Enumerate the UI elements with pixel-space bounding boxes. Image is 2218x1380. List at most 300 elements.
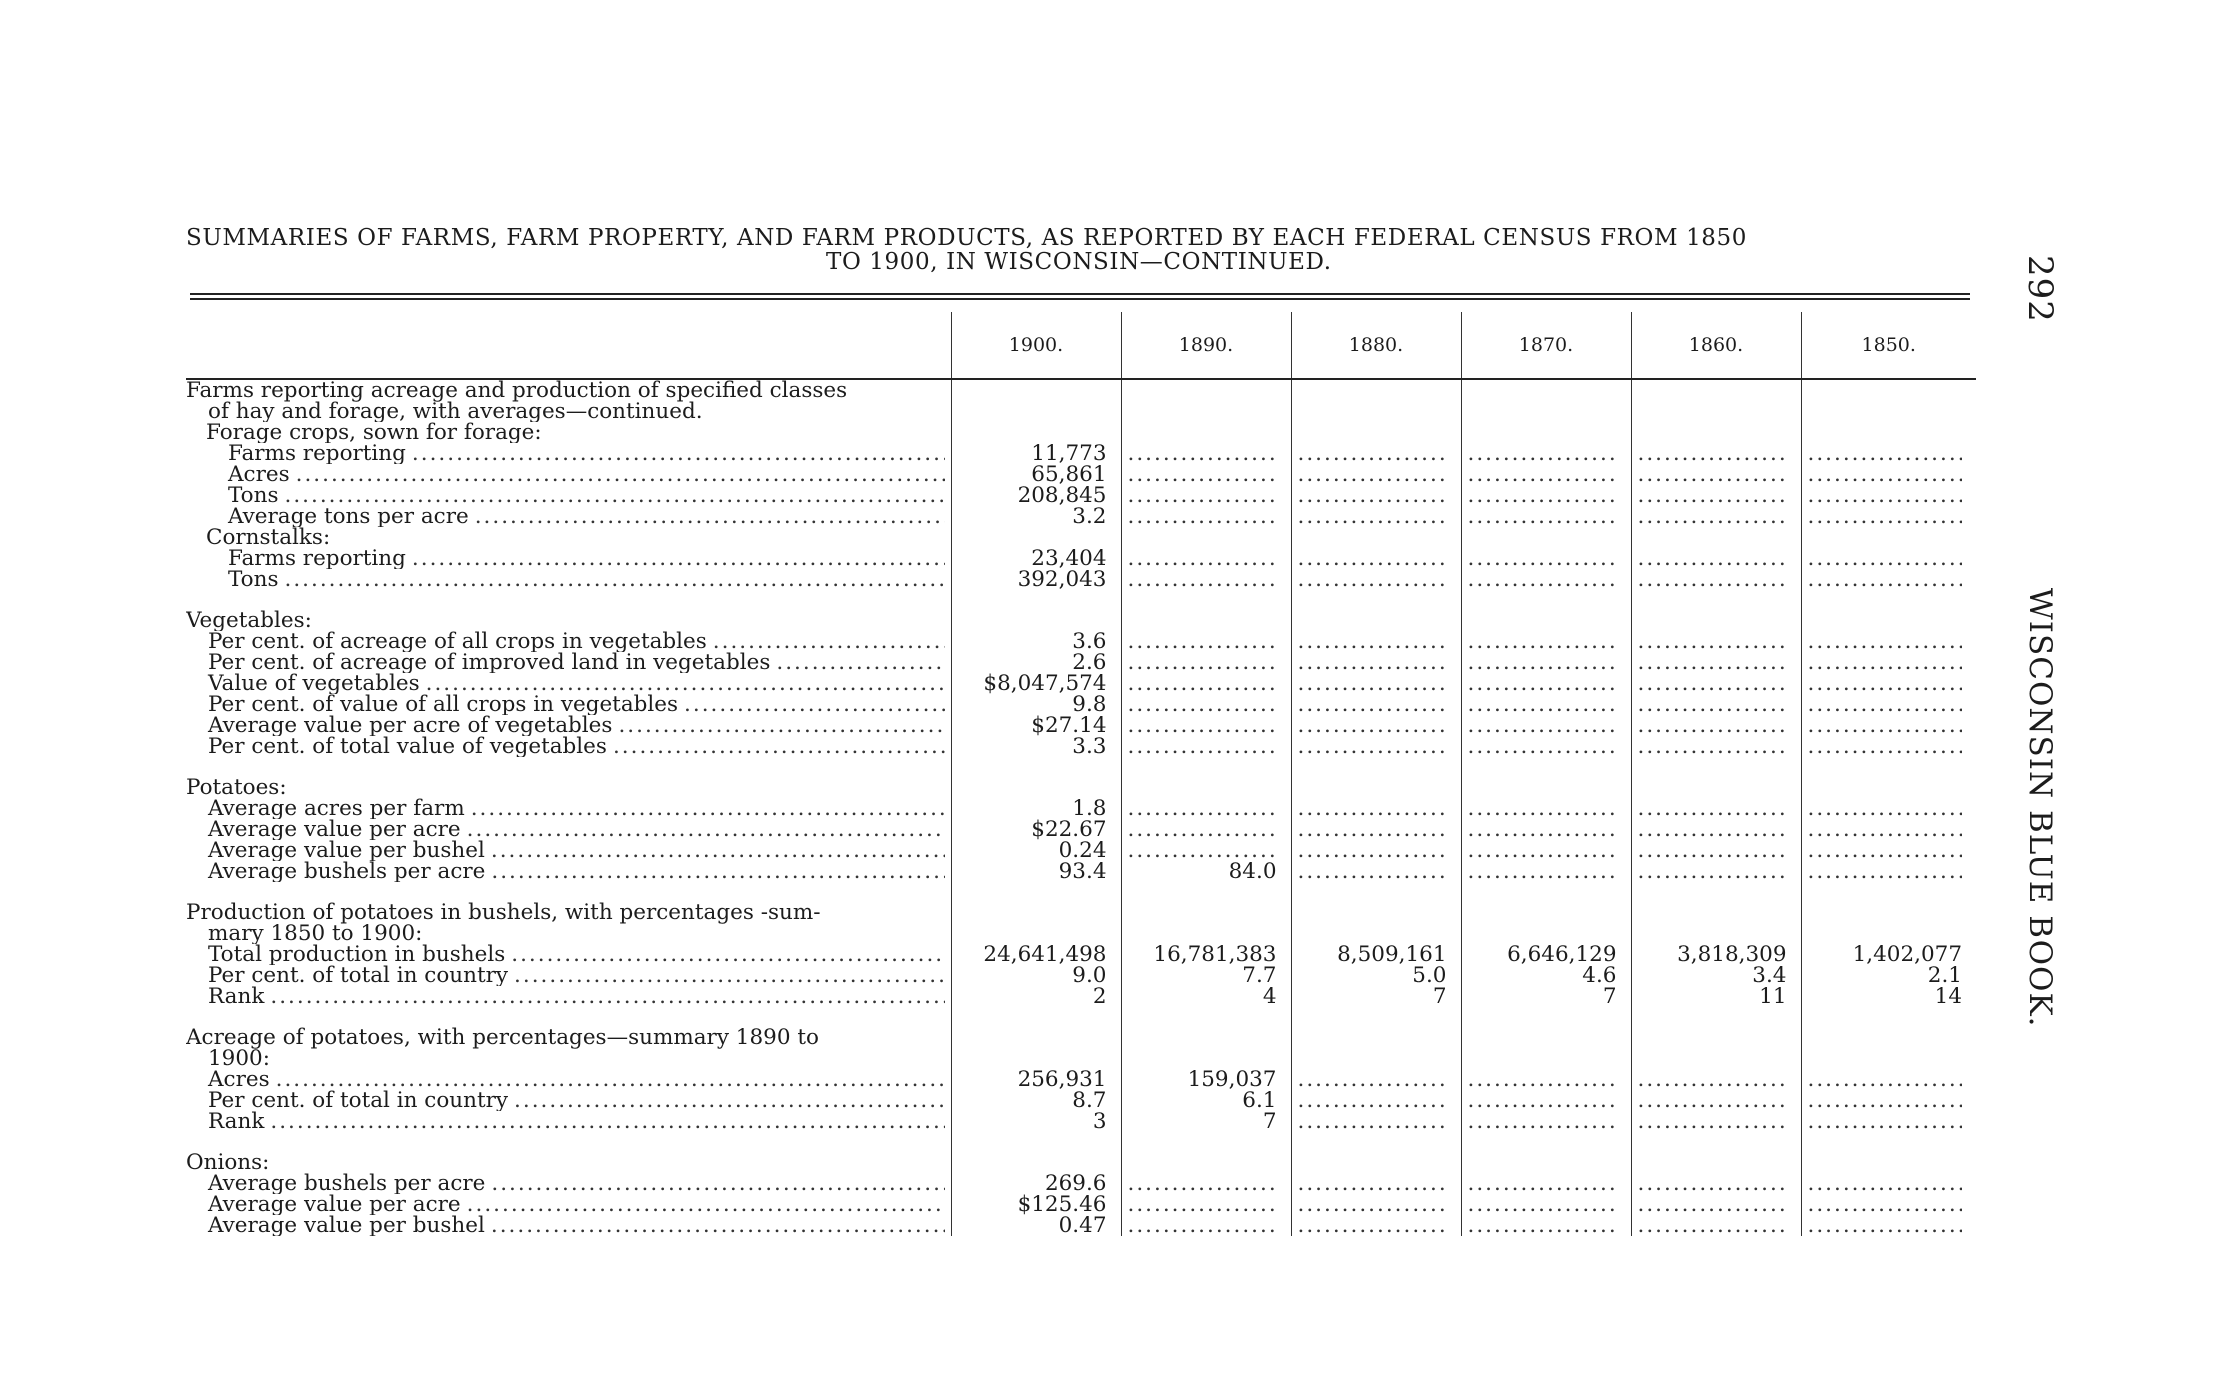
value-cell xyxy=(1631,798,1801,819)
dot-leader xyxy=(1802,819,1963,840)
dot-leader xyxy=(1802,443,1963,464)
cell-value: 9.0 xyxy=(1072,965,1107,986)
empty-cell xyxy=(1291,902,1461,944)
dot-leader xyxy=(1122,569,1277,590)
value-cell xyxy=(1291,631,1461,652)
value-cell xyxy=(951,736,1121,757)
dot-leader xyxy=(1462,464,1617,485)
value-cell xyxy=(1291,485,1461,506)
empty-cell xyxy=(1801,1152,1976,1173)
value-cell xyxy=(1631,986,1801,1007)
empty-cell xyxy=(1801,902,1976,944)
dot-leader xyxy=(1292,631,1447,652)
year-header: 1900. xyxy=(951,312,1121,379)
cell-value: 5.0 xyxy=(1412,965,1447,986)
value-cell xyxy=(1631,464,1801,485)
value-cell xyxy=(951,1069,1121,1090)
value-cell xyxy=(1291,1215,1461,1236)
section-heading-text: Production of potatoes in bushels, with percentages -sum- xyxy=(186,902,821,925)
table-row xyxy=(186,506,1976,527)
value-cell xyxy=(1801,840,1976,861)
value-cell xyxy=(1121,1173,1291,1194)
dot-leader xyxy=(1122,506,1277,527)
row-label-text: Tons xyxy=(228,485,279,506)
row-label-text: Average value per acre of vegetables xyxy=(208,715,613,736)
dot-leader xyxy=(1632,485,1787,506)
row-label-text: Farms reporting xyxy=(228,548,406,569)
cell-value: 3.3 xyxy=(1072,736,1107,757)
cell-value: 3,818,309 xyxy=(1677,944,1787,965)
dot-leader xyxy=(285,569,945,590)
dot-leader xyxy=(1632,1090,1787,1111)
empty-cell xyxy=(951,1007,1121,1027)
table-row xyxy=(186,798,1976,819)
value-cell xyxy=(1801,443,1976,464)
subheading-row xyxy=(186,527,1976,548)
value-cell xyxy=(1631,715,1801,736)
row-label-text: Tons xyxy=(228,569,279,590)
section-heading-text: Vegetables: xyxy=(186,610,312,631)
value-cell xyxy=(951,965,1121,986)
section-heading-continued: 1900: xyxy=(208,1046,270,1069)
dot-leader xyxy=(1292,861,1447,882)
dot-leader xyxy=(1802,1111,1963,1132)
dot-leader xyxy=(270,1111,944,1132)
dot-leader xyxy=(1802,1069,1963,1090)
value-cell xyxy=(1291,1194,1461,1215)
dot-leader xyxy=(1292,464,1447,485)
value-cell xyxy=(951,506,1121,527)
dot-leader xyxy=(1802,485,1963,506)
dot-leader xyxy=(1802,631,1963,652)
cell-value: 24,641,498 xyxy=(983,944,1107,965)
dot-leader xyxy=(1292,1194,1447,1215)
value-cell xyxy=(1801,736,1976,757)
empty-cell xyxy=(1461,777,1631,798)
value-cell xyxy=(1121,673,1291,694)
section-heading xyxy=(186,1152,945,1173)
value-cell xyxy=(1631,1111,1801,1132)
dot-leader xyxy=(1802,652,1963,673)
subheading: Forage crops, sown for forage: xyxy=(206,422,542,443)
value-cell xyxy=(951,673,1121,694)
spacer-row xyxy=(186,1007,1976,1027)
dot-leader xyxy=(1632,861,1787,882)
row-label xyxy=(186,861,945,882)
empty-cell xyxy=(1461,379,1631,422)
dot-leader xyxy=(1632,464,1787,485)
empty-cell xyxy=(1121,757,1291,777)
dot-leader xyxy=(1632,715,1787,736)
dot-leader xyxy=(1802,736,1963,757)
value-cell xyxy=(1121,1111,1291,1132)
section-heading xyxy=(186,380,945,422)
dot-leader xyxy=(1632,694,1787,715)
row-label xyxy=(186,986,945,1007)
value-cell xyxy=(1801,986,1976,1007)
value-cell xyxy=(1631,1173,1801,1194)
value-cell xyxy=(1631,1069,1801,1090)
dot-leader xyxy=(1292,819,1447,840)
value-cell xyxy=(1291,715,1461,736)
dot-leader xyxy=(1122,694,1277,715)
value-cell xyxy=(1631,631,1801,652)
value-cell xyxy=(1461,631,1631,652)
dot-leader xyxy=(412,443,945,464)
empty-cell xyxy=(1121,379,1291,422)
value-cell xyxy=(951,1215,1121,1236)
dot-leader xyxy=(1462,1069,1617,1090)
dot-leader xyxy=(1462,443,1617,464)
row-label xyxy=(186,1215,945,1236)
section-heading xyxy=(186,902,945,944)
empty-cell xyxy=(1461,757,1631,777)
cell-value: 84.0 xyxy=(1228,861,1277,882)
dot-leader xyxy=(1802,840,1963,861)
value-cell xyxy=(951,464,1121,485)
cell-value: 2.6 xyxy=(1072,652,1107,673)
empty-cell xyxy=(951,882,1121,902)
spacer-cell xyxy=(186,882,951,902)
table-row xyxy=(186,861,1976,882)
dot-leader xyxy=(1462,1090,1617,1111)
empty-cell xyxy=(1121,902,1291,944)
row-label-cell xyxy=(186,443,951,464)
row-label-cell xyxy=(186,694,951,715)
dot-leader xyxy=(1292,715,1447,736)
cell-value: $27.14 xyxy=(1031,715,1107,736)
cell-value: 3 xyxy=(1092,1111,1107,1132)
dot-leader xyxy=(1292,548,1447,569)
empty-cell xyxy=(1631,1132,1801,1152)
row-label-cell xyxy=(186,569,951,590)
value-cell xyxy=(1461,965,1631,986)
dot-leader xyxy=(491,1173,944,1194)
dot-leader xyxy=(1462,1173,1617,1194)
value-cell xyxy=(1121,694,1291,715)
row-label-cell xyxy=(186,736,951,757)
year-header: 1860. xyxy=(1631,312,1801,379)
cell-value: 6.1 xyxy=(1242,1090,1277,1111)
value-cell xyxy=(1121,965,1291,986)
row-label xyxy=(186,464,945,485)
row-label-text: Average bushels per acre xyxy=(208,1173,486,1194)
value-cell xyxy=(1631,819,1801,840)
value-cell xyxy=(1631,443,1801,464)
empty-cell xyxy=(1291,1027,1461,1069)
dot-leader xyxy=(491,840,945,861)
value-cell xyxy=(1291,965,1461,986)
row-label-cell xyxy=(186,1215,951,1236)
row-label-cell xyxy=(186,652,951,673)
dot-leader xyxy=(1292,443,1447,464)
value-cell xyxy=(951,1173,1121,1194)
value-cell xyxy=(1121,736,1291,757)
cell-value: 11,773 xyxy=(1031,443,1107,464)
value-cell xyxy=(1291,443,1461,464)
empty-cell xyxy=(951,757,1121,777)
value-cell xyxy=(1291,569,1461,590)
dot-leader xyxy=(1292,840,1447,861)
dot-leader xyxy=(285,485,945,506)
empty-cell xyxy=(951,422,1121,443)
row-label-text: Average value per acre xyxy=(208,819,461,840)
value-cell xyxy=(1121,464,1291,485)
value-cell xyxy=(1801,1111,1976,1132)
census-table-body xyxy=(186,379,1976,1236)
subheading-cell xyxy=(186,422,951,443)
value-cell xyxy=(1631,1215,1801,1236)
book-title: WISCONSIN BLUE BOOK. xyxy=(2022,587,2058,1028)
cell-value: 2 xyxy=(1092,986,1107,1007)
value-cell xyxy=(1801,965,1976,986)
table-row xyxy=(186,694,1976,715)
dot-leader xyxy=(1292,569,1447,590)
cell-value: 269.6 xyxy=(1044,1173,1107,1194)
empty-cell xyxy=(1631,379,1801,422)
value-cell xyxy=(951,715,1121,736)
dot-leader xyxy=(1632,840,1787,861)
value-cell xyxy=(1801,1173,1976,1194)
year-header: 1890. xyxy=(1121,312,1291,379)
dot-leader xyxy=(1632,798,1787,819)
dot-leader xyxy=(1632,1194,1787,1215)
empty-cell xyxy=(951,379,1121,422)
table-row xyxy=(186,1069,1976,1090)
year-header: 1880. xyxy=(1291,312,1461,379)
table-row xyxy=(186,944,1976,965)
value-cell xyxy=(1291,798,1461,819)
value-cell xyxy=(951,443,1121,464)
value-cell xyxy=(1631,965,1801,986)
dot-leader xyxy=(514,965,944,986)
dot-leader xyxy=(467,819,945,840)
empty-cell xyxy=(1801,777,1976,798)
value-cell xyxy=(1801,652,1976,673)
value-cell xyxy=(1801,1215,1976,1236)
dot-leader xyxy=(1292,652,1447,673)
dot-leader xyxy=(1292,1069,1447,1090)
empty-cell xyxy=(1121,882,1291,902)
table-row xyxy=(186,548,1976,569)
dot-leader xyxy=(1292,506,1447,527)
dot-leader xyxy=(1802,798,1963,819)
dot-leader xyxy=(1292,485,1447,506)
section-heading-cell xyxy=(186,902,951,944)
empty-cell xyxy=(1801,1027,1976,1069)
row-label-cell xyxy=(186,548,951,569)
value-cell xyxy=(1291,861,1461,882)
spacer-row xyxy=(186,1132,1976,1152)
dot-leader xyxy=(1632,548,1787,569)
table-row xyxy=(186,569,1976,590)
row-label xyxy=(186,1090,945,1111)
section-heading xyxy=(186,1027,945,1069)
row-label xyxy=(186,652,945,673)
dot-leader xyxy=(1462,652,1617,673)
row-label-cell xyxy=(186,506,951,527)
dot-leader xyxy=(1802,1173,1963,1194)
empty-cell xyxy=(1461,610,1631,631)
empty-cell xyxy=(1121,1007,1291,1027)
value-cell xyxy=(1631,485,1801,506)
dot-leader xyxy=(1462,736,1617,757)
value-cell xyxy=(1291,673,1461,694)
page-title xyxy=(186,226,1976,274)
dot-leader xyxy=(1462,548,1617,569)
row-label-text: Per cent. of total in country xyxy=(208,965,509,986)
dot-leader xyxy=(491,861,944,882)
dot-leader xyxy=(1462,819,1617,840)
empty-cell xyxy=(1461,527,1631,548)
value-cell xyxy=(1631,673,1801,694)
empty-cell xyxy=(1631,902,1801,944)
dot-leader xyxy=(1802,673,1963,694)
section-heading-text: Acreage of potatoes, with percentages—summary 1890 to xyxy=(186,1027,819,1050)
row-label xyxy=(186,1111,945,1132)
dot-leader xyxy=(1292,673,1447,694)
empty-cell xyxy=(1461,1132,1631,1152)
cell-value: 159,037 xyxy=(1187,1069,1277,1090)
empty-cell xyxy=(1631,1007,1801,1027)
row-label-cell xyxy=(186,1111,951,1132)
value-cell xyxy=(1121,944,1291,965)
empty-cell xyxy=(1631,527,1801,548)
value-cell xyxy=(1291,736,1461,757)
empty-cell xyxy=(1631,777,1801,798)
value-cell xyxy=(1461,1090,1631,1111)
row-label-text: Per cent. of acreage of all crops in vegetables xyxy=(208,631,707,652)
empty-cell xyxy=(951,902,1121,944)
value-cell xyxy=(1121,1069,1291,1090)
dot-leader xyxy=(1632,443,1787,464)
empty-cell xyxy=(1291,590,1461,610)
value-cell xyxy=(951,631,1121,652)
empty-cell xyxy=(1801,882,1976,902)
value-cell xyxy=(1801,485,1976,506)
value-cell xyxy=(1121,861,1291,882)
cell-value: 14 xyxy=(1934,986,1962,1007)
empty-cell xyxy=(1461,1007,1631,1027)
value-cell xyxy=(1121,485,1291,506)
dot-leader xyxy=(1802,548,1963,569)
empty-cell xyxy=(1461,902,1631,944)
row-label-cell xyxy=(186,485,951,506)
cell-value: $125.46 xyxy=(1017,1194,1107,1215)
empty-cell xyxy=(1801,610,1976,631)
dot-leader xyxy=(1462,840,1617,861)
row-label xyxy=(186,569,945,590)
empty-cell xyxy=(1291,757,1461,777)
title-rule-top xyxy=(190,293,1970,295)
cell-value: $8,047,574 xyxy=(983,673,1107,694)
table-row xyxy=(186,736,1976,757)
dot-leader xyxy=(1122,673,1277,694)
value-cell xyxy=(1801,1090,1976,1111)
empty-cell xyxy=(1121,610,1291,631)
subheading: Cornstalks: xyxy=(206,527,331,548)
value-cell xyxy=(1631,840,1801,861)
row-label-cell xyxy=(186,631,951,652)
value-cell xyxy=(1631,1194,1801,1215)
value-cell xyxy=(1801,464,1976,485)
value-cell xyxy=(1461,1069,1631,1090)
value-cell xyxy=(951,1111,1121,1132)
dot-leader xyxy=(1462,1215,1617,1236)
dot-leader xyxy=(1122,819,1277,840)
value-cell xyxy=(1631,506,1801,527)
empty-cell xyxy=(1121,422,1291,443)
value-cell xyxy=(1631,861,1801,882)
dot-leader xyxy=(270,986,944,1007)
dot-leader xyxy=(1632,631,1787,652)
row-label xyxy=(186,1173,945,1194)
cell-value: 1.8 xyxy=(1072,798,1107,819)
value-cell xyxy=(1121,443,1291,464)
cell-value: 11 xyxy=(1759,986,1787,1007)
value-cell xyxy=(1631,736,1801,757)
spacer-row xyxy=(186,590,1976,610)
section-heading-text: Farms reporting acreage and production of specified classes xyxy=(186,379,848,403)
dot-leader xyxy=(1632,819,1787,840)
dot-leader xyxy=(1462,861,1617,882)
year-header-row xyxy=(186,312,1976,379)
table-row xyxy=(186,965,1976,986)
table-row xyxy=(186,652,1976,673)
empty-cell xyxy=(1291,1007,1461,1027)
table-row xyxy=(186,1215,1976,1236)
value-cell xyxy=(1291,944,1461,965)
empty-cell xyxy=(1631,757,1801,777)
value-cell xyxy=(1291,652,1461,673)
empty-cell xyxy=(1461,590,1631,610)
value-cell xyxy=(1461,944,1631,965)
row-label-text: Rank xyxy=(208,986,265,1007)
cell-value: 7 xyxy=(1602,986,1617,1007)
section-heading xyxy=(186,610,945,631)
cell-value: 0.47 xyxy=(1058,1215,1107,1236)
value-cell xyxy=(951,569,1121,590)
dot-leader xyxy=(1292,798,1447,819)
value-cell xyxy=(1631,1090,1801,1111)
table-row xyxy=(186,631,1976,652)
row-label xyxy=(186,715,945,736)
dot-leader xyxy=(1462,694,1617,715)
value-cell xyxy=(1461,715,1631,736)
value-cell xyxy=(951,694,1121,715)
row-label-cell xyxy=(186,840,951,861)
dot-leader xyxy=(1802,464,1963,485)
dot-leader xyxy=(1122,443,1277,464)
empty-cell xyxy=(951,1027,1121,1069)
dot-leader xyxy=(1802,1215,1963,1236)
spacer-row xyxy=(186,882,1976,902)
row-label-text: Total production in bushels xyxy=(208,944,506,965)
value-cell xyxy=(1121,986,1291,1007)
dot-leader xyxy=(1632,736,1787,757)
value-cell xyxy=(1631,548,1801,569)
spacer-cell xyxy=(186,1132,951,1152)
empty-cell xyxy=(1121,527,1291,548)
value-cell xyxy=(1631,652,1801,673)
cell-value: 4.6 xyxy=(1582,965,1617,986)
dot-leader xyxy=(1632,506,1787,527)
dot-leader xyxy=(1632,1173,1787,1194)
empty-cell xyxy=(1121,1132,1291,1152)
value-cell xyxy=(1461,840,1631,861)
value-cell xyxy=(1801,548,1976,569)
value-cell xyxy=(951,944,1121,965)
